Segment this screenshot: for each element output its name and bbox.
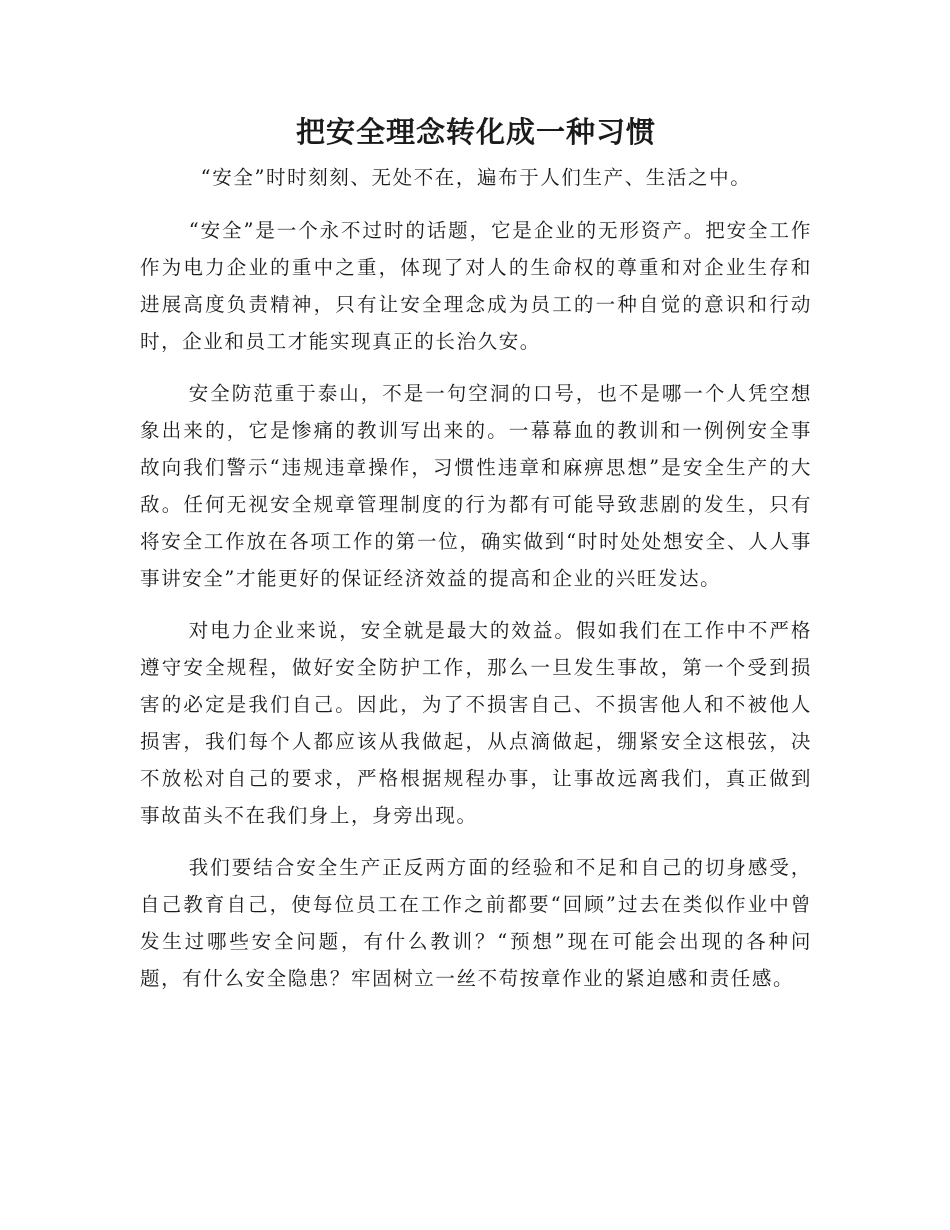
- document-body: [140, 110, 812, 997]
- paragraph-3: 对电力企业来说，安全就是最大的效益。假如我们在工作中不严格遵守安全规程，做好安全防护工作，那么一旦发生事故，第一个受到损害的必定是我们自己。因此，为了不损害自己、不损害他人和不被他人损害，我们每个人都应该从我做起，从点滴做起，绷紧安全这根弦，决不放松对自己的要求，严格根据规程办事，让事故远离我们，真正做到事故苗头不在我们身上，身旁出现。: [140, 619, 812, 827]
- paragraph-2: 安全防范重于泰山，不是一句空洞的口号，也不是哪一个人凭空想象出来的，它是惨痛的教训写出来的。一幕幕血的教训和一例例安全事故向我们警示“违规违章操作，习惯性违章和麻痹思想”是安全生产的大敌。任何无视安全规章管理制度的行为都有可能导致悲剧的发生，只有将安全工作放在各项工作的第一位，确实做到“时时处处想安全、人人事事讲安全”才能更好的保证经济效益的提高和企业的兴旺发达。: [140, 382, 812, 590]
- document-subtitle: “安全”时时刻刻、无处不在，遍布于人们生产、生活之中。: [200, 166, 752, 189]
- document-title: 把安全理念转化成一种习惯: [295, 115, 656, 149]
- paragraph-4: 我们要结合安全生产正反两方面的经验和不足和自己的切身感受，自己教育自己，使每位员工在工作之前都要“回顾”过去在类似作业中曾发生过哪些安全问题，有什么教训？“预想”现在可能会出现的各种问题，有什么安全隐患？牢固树立一丝不苟按章作业的紧迫感和责任感。: [140, 856, 812, 990]
- paragraph-1: “安全”是一个永不过时的话题，它是企业的无形资产。把安全工作作为电力企业的重中之重，体现了对人的生命权的尊重和对企业生存和进展高度负责精神，只有让安全理念成为员工的一种自觉的意识和行动时，企业和员工才能实现真正的长治久安。: [140, 219, 812, 353]
